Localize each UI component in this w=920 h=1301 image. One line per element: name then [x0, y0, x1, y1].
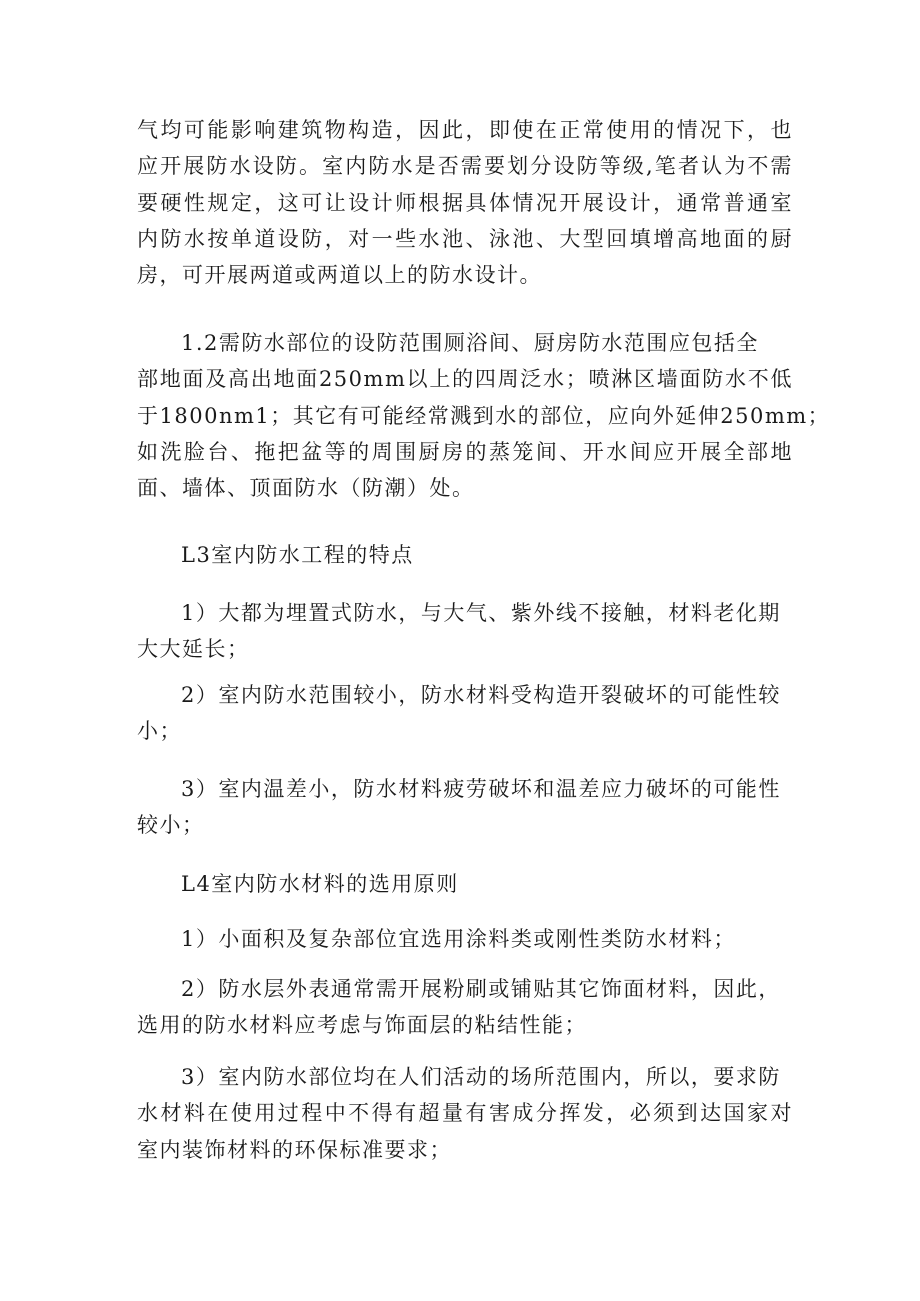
text-line: 2）防水层外表通常需开展粉刷或铺贴其它饰面材料，因此， — [181, 977, 781, 1001]
text-line: 3）室内温差小，防水材料疲劳破坏和温差应力破坏的可能性 — [181, 777, 781, 801]
text-line: 内防水按单道设防，对一些水池、泳池、大型回填增高地面的厨 — [137, 226, 793, 251]
text-line: 要硬性规定，这可让设计师根据具体情况开展设计，通常普通室 — [137, 190, 793, 215]
heading-l4 — [137, 866, 797, 902]
section-heading: L3室内防水工程的特点 — [181, 543, 414, 567]
text-line: 于1800nm1；其它有可能经常溅到水的部位，应向外延伸250mm； — [137, 403, 831, 428]
section-1-2-paragraph — [137, 325, 831, 506]
l4-list-item-3 — [137, 1059, 797, 1168]
text-line: 面、墙体、顶面防水（防潮）处。 — [137, 476, 475, 501]
l4-list-item-1 — [137, 921, 797, 957]
text-line: 室内装饰材料的环保标准要求； — [137, 1137, 452, 1162]
text-line: 2）室内防水范围较小，防水材料受构造开裂破坏的可能性较 — [181, 683, 781, 707]
text-line: 小； — [137, 719, 182, 744]
text-line: 较小； — [137, 813, 205, 838]
text-line: 1）小面积及复杂部位宜选用涂料类或刚性类防水材料； — [181, 927, 736, 951]
text-line: 部地面及高出地面250mm以上的四周泛水；喷淋区墙面防水不低 — [137, 367, 793, 392]
heading-l3 — [137, 537, 797, 573]
text-line: 选用的防水材料应考虑与饰面层的粘结性能； — [137, 1013, 587, 1038]
l3-list-item-2 — [137, 677, 797, 750]
l3-list-item-1 — [137, 595, 797, 668]
text-line: 1.2需防水部位的设防范围厕浴间、厨房防水范围应包括全 — [181, 331, 759, 355]
text-line: 水材料在使用过程中不得有超量有害成分挥发，必须到达国家对 — [137, 1101, 793, 1126]
section-heading: L4室内防水材料的选用原则 — [181, 872, 459, 896]
text-line: 1）大都为埋置式防水，与大气、紫外线不接触，材料老化期 — [181, 601, 781, 625]
l3-list-item-3 — [137, 771, 797, 844]
text-line: 3）室内防水部位均在人们活动的场所范围内，所以，要求防 — [181, 1065, 781, 1089]
text-line: 房，可开展两道或两道以上的防水设计。 — [137, 263, 542, 288]
text-line: 大大延长； — [137, 637, 250, 662]
paragraph-continuation — [137, 112, 797, 293]
text-line: 如洗脸台、拖把盆等的周围厨房的蒸笼间、开水间应开展全部地 — [137, 439, 793, 464]
l4-list-item-2 — [137, 971, 797, 1044]
text-line: 气均可能影响建筑物构造，因此，即使在正常使用的情况下，也 — [137, 118, 793, 142]
text-line: 应开展防水设防。室内防水是否需要划分设防等级,笔者认为不需 — [137, 154, 793, 179]
